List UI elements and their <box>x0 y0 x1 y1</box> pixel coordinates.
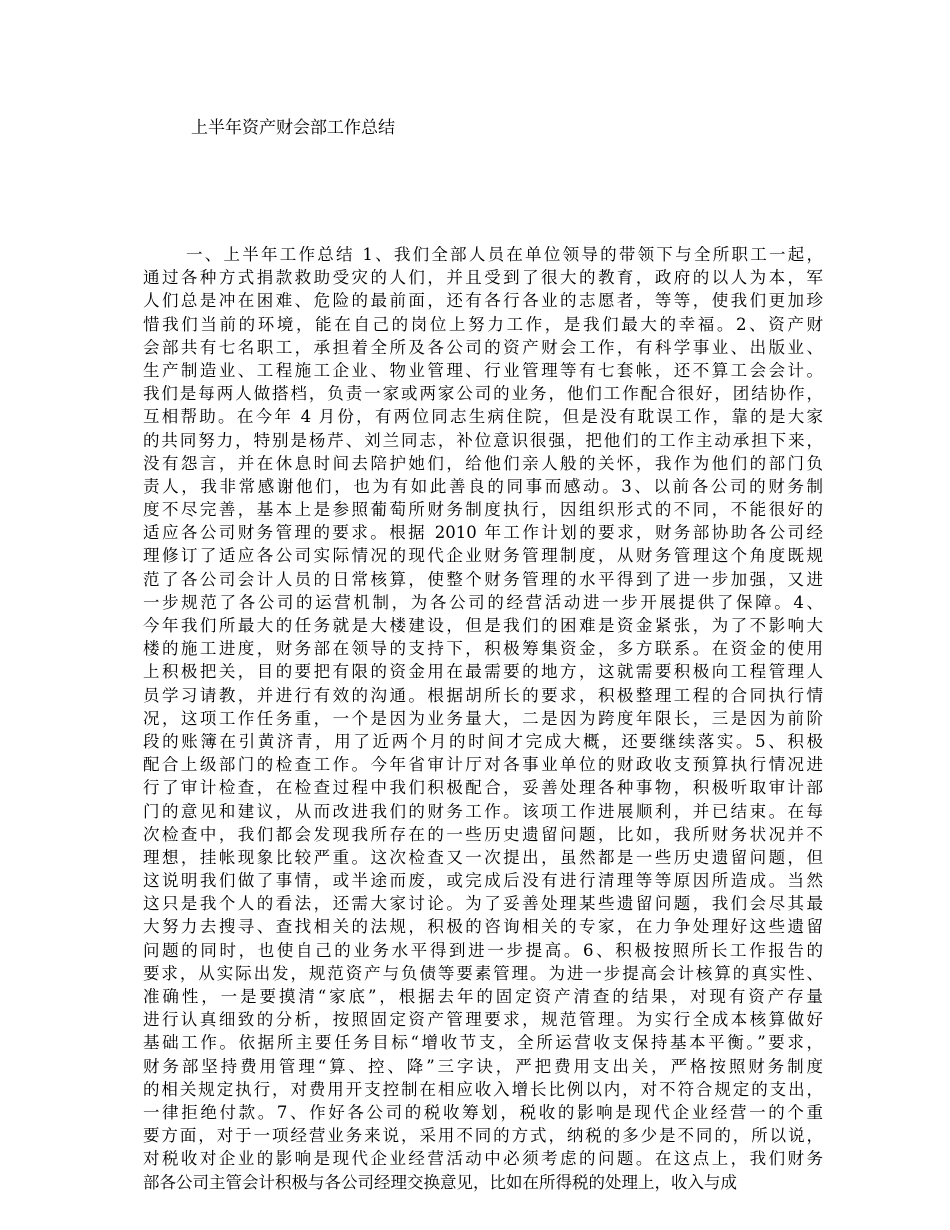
body-line: 的共同努力，特别是杨芹、刘兰同志，补位意识很强，把他们的工作主动承担下来， <box>143 430 823 450</box>
body-line: 要方面，对于一项经营业务来说，采用不同的方式，纳税的多少是不同的，所以说， <box>143 1126 823 1146</box>
body-line: 准确性，一是要摸清“家底”，根据去年的固定资产清查的结果，对现有资产存量 <box>143 987 823 1006</box>
body-line: 行了审计检查，在检查过程中我们积极配合，妥善处理各种事物，积极听取审计部 <box>143 778 823 798</box>
body-line: 基础工作。依据所主要任务目标“增收节支，全所运营收支保持基本平衡。”要求， <box>143 1033 823 1053</box>
body-line: 没有怨言，并在休息时间去陪护她们，给他们亲人般的关怀，我作为他们的部门负 <box>143 453 823 473</box>
body-line: 理想，挂帐现象比较严重。这次检查又一次提出，虽然都是一些历史遗留问题，但 <box>143 847 823 867</box>
body-line: 会部共有七名职工，承担着全所及各公司的资产财会工作，有科学事业、出版业、 <box>143 337 823 357</box>
body-line: 况，这项工作任务重，一个是因为业务量大，二是因为跨度年限长，三是因为前阶 <box>143 708 823 728</box>
body-line: 段的账簿在引黄济青，用了近两个月的时间才完成大概，还要继续落实。5、积极 <box>143 731 823 751</box>
body-line: 进行认真细致的分析，按照固定资产管理要求，规范管理。为实行全成本核算做好 <box>143 1010 823 1030</box>
body-line: 一步规范了各公司的运营机制，为各公司的经营活动进一步开展提供了保障。4、 <box>143 592 823 612</box>
body-line: 互相帮助。在今年 4 月份，有两位同志生病住院，但是没有耽误工作，靠的是大家 <box>143 407 823 427</box>
body-line: 财务部坚持费用管理“算、控、降”三字诀，严把费用支出关，严格按照财务制度 <box>143 1056 823 1076</box>
body-line: 楼的施工进度，财务部在领导的支持下，积极筹集资金，多方联系。在资金的使用 <box>143 639 823 659</box>
document-body <box>143 243 823 1194</box>
body-line: 适应各公司财务管理的要求。根据 2010 年工作计划的要求，财务部协助各公司经 <box>143 523 823 543</box>
body-line: 一、上半年工作总结 1、我们全部人员在单位领导的带领下与全所职工一起， <box>186 245 823 264</box>
body-line: 理修订了适应各公司实际情况的现代企业财务管理制度，从财务管理这个角度既规 <box>143 546 823 566</box>
body-line: 人们总是冲在困难、危险的最前面，还有各行各业的志愿者，等等，使我们更加珍 <box>143 291 823 311</box>
body-line: 的相关规定执行，对费用开支控制在相应收入增长比例以内，对不符合规定的支出， <box>143 1079 823 1099</box>
body-line: 我们是每两人做搭档，负责一家或两家公司的业务，他们工作配合很好，团结协作， <box>143 384 823 404</box>
body-line: 门的意见和建议，从而改进我们的财务工作。该项工作进展顺利，并已结束。在每 <box>143 801 823 821</box>
body-line: 大努力去搜寻、查找相关的法规，积极的咨询相关的专家，在力争处理好这些遗留 <box>143 917 823 937</box>
body-line: 这只是我个人的看法，还需大家讨论。为了妥善处理某些遗留问题，我们会尽其最 <box>143 894 823 914</box>
body-line: 配合上级部门的检查工作。今年省审计厅对各事业单位的财政收支预算执行情况进 <box>143 755 823 775</box>
body-line: 次检查中，我们都会发现我所存在的一些历史遗留问题，比如，我所财务状况并不 <box>143 824 823 844</box>
body-line: 上积极把关，目的要把有限的资金用在最需要的地方，这就需要积极向工程管理人 <box>143 662 823 682</box>
body-line: 责人，我非常感谢他们，也为有如此善良的同事而感动。3、以前各公司的财务制 <box>143 476 823 496</box>
body-line: 通过各种方式捐款救助受灾的人们，并且受到了很大的教育，政府的以人为本，军 <box>143 268 823 288</box>
body-line: 员学习请教，并进行有效的沟通。根据胡所长的要求，积极整理工程的合同执行情 <box>143 685 823 705</box>
body-line: 今年我们所最大的任务就是大楼建设，但是我们的困难是资金紧张，为了不影响大 <box>143 616 823 635</box>
body-line: 这说明我们做了事情，或半途而废，或完成后没有进行清理等等原因所造成。当然 <box>143 871 823 891</box>
body-line: 度不尽完善，基本上是参照葡萄所财务制度执行，因组织形式的不同，不能很好的 <box>143 500 823 520</box>
body-line: 惜我们当前的环境，能在自己的岗位上努力工作，是我们最大的幸福。2、资产财 <box>143 314 823 334</box>
body-line: 对税收对企业的影响是现代企业经营活动中必须考虑的问题。在这点上，我们财务 <box>143 1149 823 1169</box>
body-line: 生产制造业、工程施工企业、物业管理、行业管理等有七套帐，还不算工会会计。 <box>143 360 823 380</box>
body-line: 要求，从实际出发，规范资产与负债等要素管理。为进一步提高会计核算的真实性、 <box>143 963 823 983</box>
body-line: 问题的同时，也使自己的业务水平得到进一步提高。6、积极按照所长工作报告的 <box>143 940 823 960</box>
document-title: 上半年资产财会部工作总结 <box>191 118 395 138</box>
body-line: 范了各公司会计人员的日常核算，使整个财务管理的水平得到了进一步加强，又进 <box>143 569 823 589</box>
body-line: 部各公司主管会计积极与各公司经理交换意见，比如在所得税的处理上，收入与成 <box>143 1172 737 1192</box>
body-line: 一律拒绝付款。7、作好各公司的税收筹划，税收的影响是现代企业经营一的个重 <box>143 1102 823 1122</box>
